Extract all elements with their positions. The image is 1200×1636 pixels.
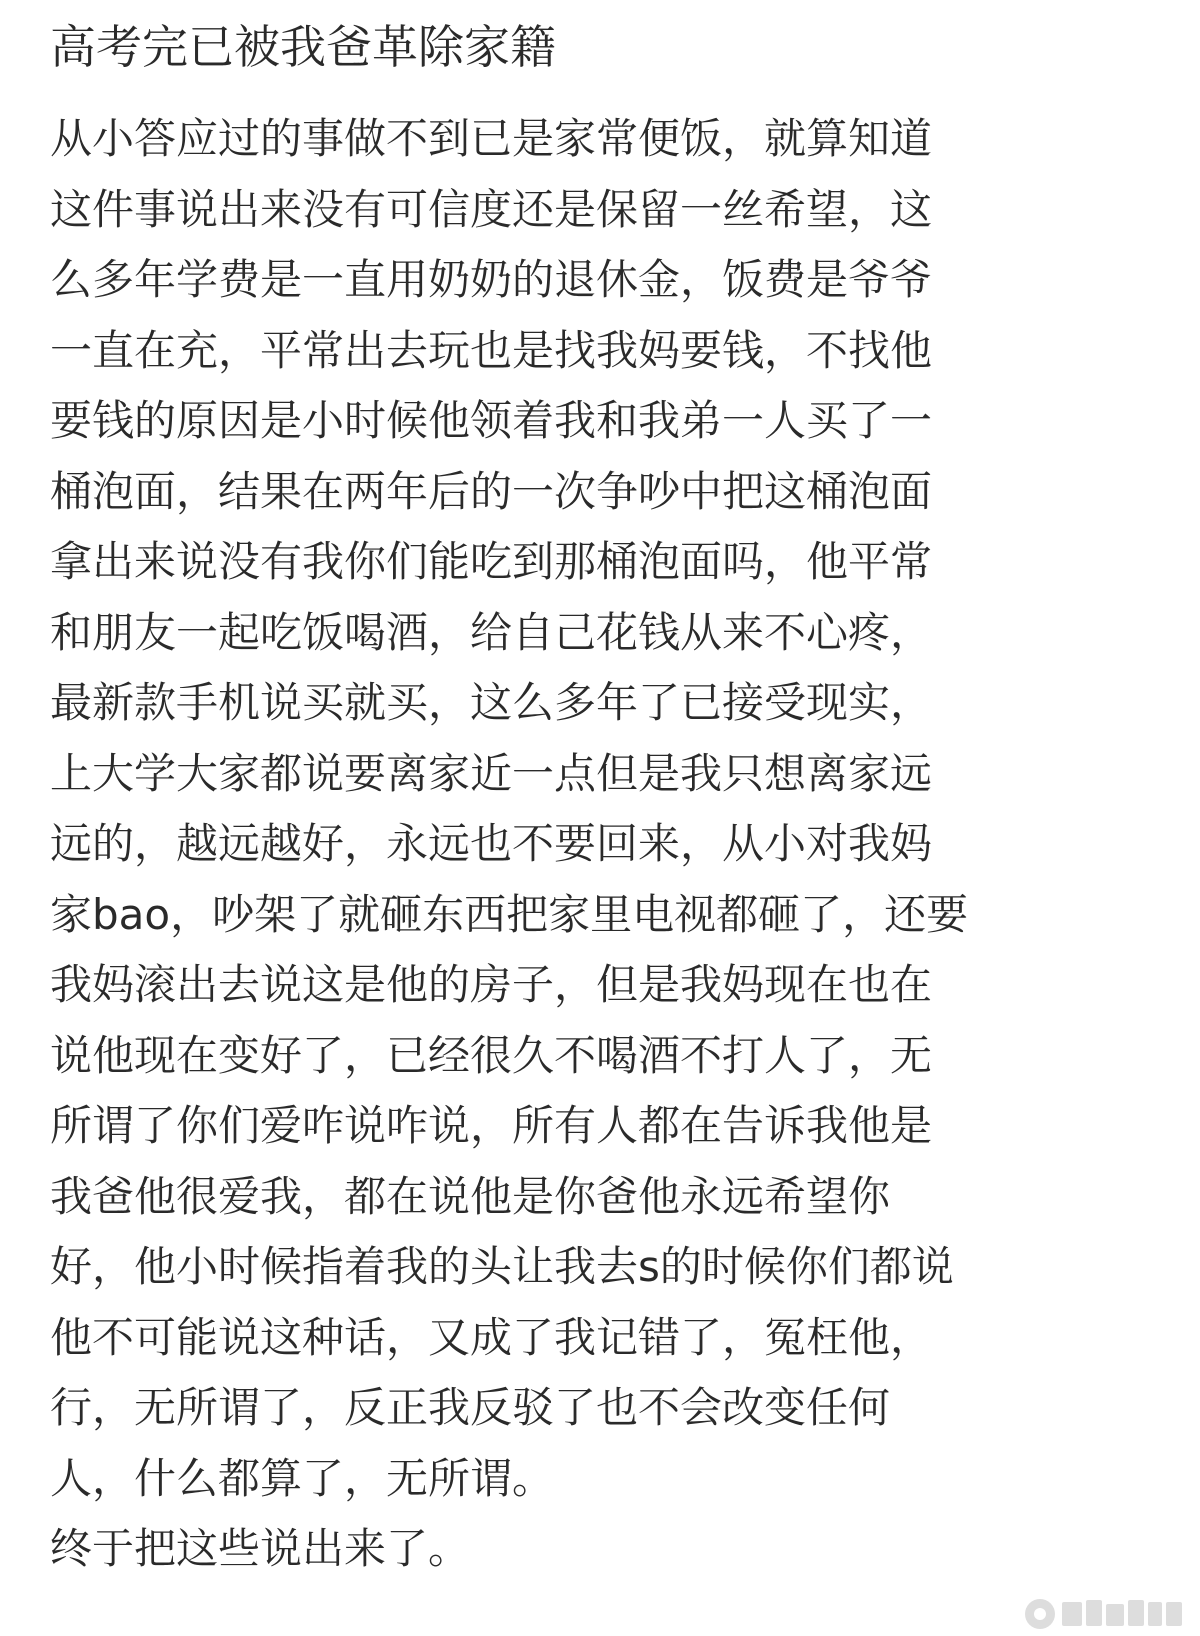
post-line: 么多年学费是一直用奶奶的退休金，饭费是爷爷 xyxy=(50,255,933,304)
post-line: 从小答应过的事做不到已是家常便饭，就算知道 xyxy=(50,114,933,163)
post-line: 最新款手机说买就买，这么多年了已接受现实， xyxy=(50,678,933,727)
post-line: 桶泡面，结果在两年后的一次争吵中把这桶泡面 xyxy=(50,466,933,516)
post-line: 行，无所谓了，反正我反驳了也不会改变任何 xyxy=(50,1383,891,1432)
post-line: 远的，越远越好，永远也不要回来，从小对我妈 xyxy=(50,819,933,868)
post-line: 说他现在变好了，已经很久不喝酒不打人了，无 xyxy=(50,1030,933,1080)
post-line: 和朋友一起吃饭喝酒，给自己花钱从来不心疼， xyxy=(50,607,933,657)
post-line: 我妈滚出去说这是他的房子，但是我妈现在也在 xyxy=(50,960,933,1009)
post-title: 高考完已被我爸革除家籍 xyxy=(50,20,556,74)
post-line: 一直在充，平常出去玩也是找我妈要钱，不找他 xyxy=(50,325,933,375)
post-line: 上大学大家都说要离家近一点但是我只想离家远 xyxy=(50,748,933,798)
post-line: 这件事说出来没有可信度还是保留一丝希望，这 xyxy=(50,184,933,234)
post-line: 拿出来说没有我你们能吃到那桶泡面吗，他平常 xyxy=(50,537,933,586)
post-line: 他不可能说这种话，又成了我记错了，冤枉他， xyxy=(50,1312,933,1362)
post-line: 终于把这些说出来了。 xyxy=(50,1524,471,1573)
post-line: 好，他小时候指着我的头让我去s的时候你们都说 xyxy=(50,1242,954,1291)
post-line: 我爸他很爱我，都在说他是你爸他永远希望你 xyxy=(50,1171,891,1221)
post-line: 家bao，吵架了就砸东西把家里电视都砸了，还要 xyxy=(50,889,969,939)
post-line: 人，什么都算了，无所谓。 xyxy=(50,1453,555,1503)
post-line: 要钱的原因是小时候他领着我和我弟一人买了一 xyxy=(50,396,933,445)
post-line: 所谓了你们爱咋说咋说，所有人都在告诉我他是 xyxy=(50,1101,933,1150)
post-body xyxy=(50,104,968,1585)
watermark-logo-icon xyxy=(1022,1592,1186,1632)
